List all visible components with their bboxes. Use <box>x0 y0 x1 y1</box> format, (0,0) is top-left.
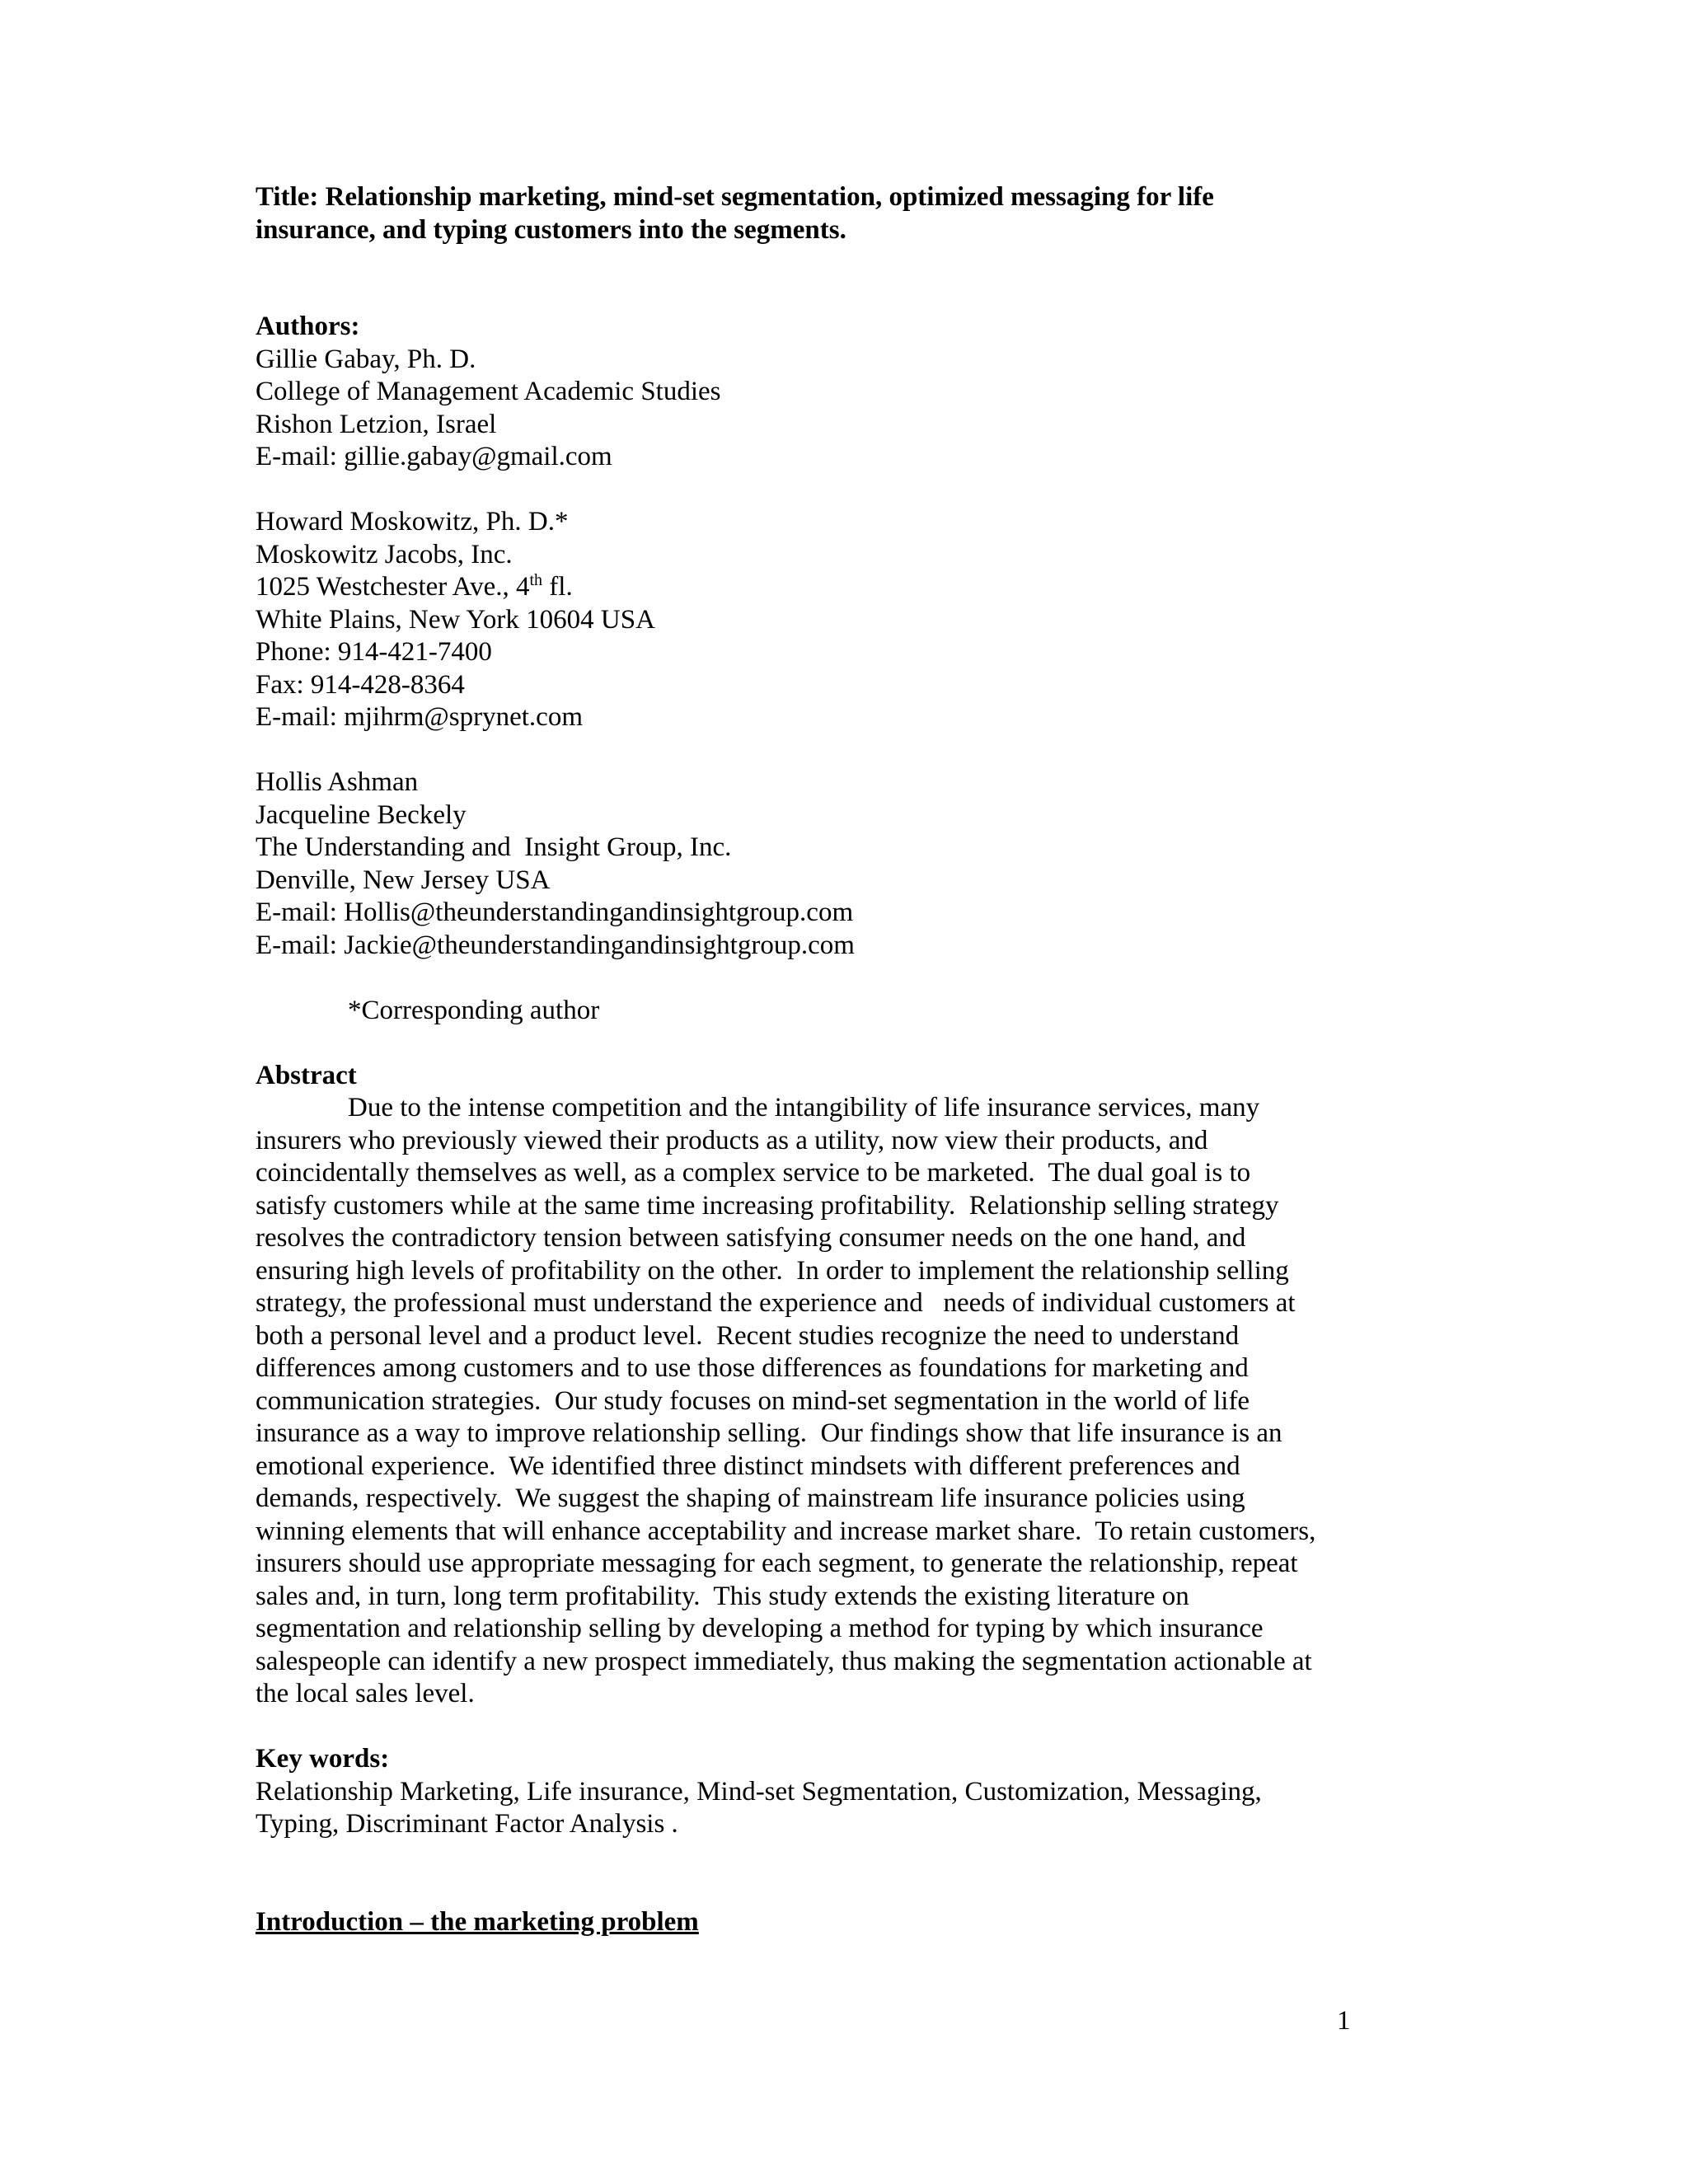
author-4-email: E-mail: Jackie@theunderstandingandinsightgroup.com <box>256 930 855 960</box>
abstract-body <box>256 1092 1442 1711</box>
abstract-line: satisfy customers while at the same time increasing profitability. Relationship selling strategy <box>256 1190 1279 1221</box>
author-2-company: Moskowitz Jacobs, Inc. <box>256 539 513 569</box>
abstract-line: emotional experience. We identified three distinct mindsets with different preferences and <box>256 1451 1240 1481</box>
author-2-name: Howard Moskowitz, Ph. D.* <box>256 507 569 537</box>
author-2-phone: Phone: 914-421-7400 <box>256 637 492 667</box>
keywords-section <box>256 1743 1442 1841</box>
abstract-line: insurance as a way to improve relationship selling. Our findings show that life insurance is an <box>256 1418 1282 1448</box>
abstract-line: salespeople can identify a new prospect immediately, thus making the segmentation actionable at <box>256 1646 1312 1676</box>
abstract-line: differences among customers and to use those differences as foundations for marketing and <box>256 1353 1249 1383</box>
keywords-line-1: Relationship Marketing, Life insurance, Mind-set Segmentation, Customization, Messaging, <box>256 1776 1262 1807</box>
author-3-affiliation: The Understanding and Insight Group, Inc. <box>256 832 732 862</box>
author-1-affiliation: College of Management Academic Studies <box>256 377 721 406</box>
author-2-city: White Plains, New York 10604 USA <box>256 604 655 635</box>
abstract-line: strategy, the professional must understand the experience and needs of individual customers at <box>256 1288 1296 1318</box>
paper-title <box>256 181 1442 246</box>
author-3-email: E-mail: Hollis@theunderstandingandinsightgroup.com <box>256 898 854 927</box>
abstract-line: demands, respectively. We suggest the shaping of mainstream life insurance policies using <box>256 1483 1245 1513</box>
abstract-heading: Abstract <box>256 1060 357 1090</box>
abstract-section <box>256 1060 1442 1711</box>
corresponding-author-note: *Corresponding author <box>348 995 600 1025</box>
author-3-block <box>256 766 1442 962</box>
title-line-2: insurance, and typing customers into the segments. <box>256 214 846 245</box>
author-1-email: E-mail: gillie.gabay@gmail.com <box>256 442 612 471</box>
authors-section <box>256 311 1442 1027</box>
author-3-name: Hollis Ashman <box>256 767 419 797</box>
introduction-heading: Introduction – the marketing problem <box>256 1906 699 1937</box>
author-1-block <box>256 344 1442 474</box>
author-2-address <box>256 571 1442 604</box>
author-2-address-superscript: th <box>529 571 543 589</box>
page-number: 1 <box>1337 2006 1351 2036</box>
abstract-line: the local sales level. <box>256 1679 475 1708</box>
author-2-email: E-mail: mjihrm@sprynet.com <box>256 702 583 732</box>
abstract-line: coincidentally themselves as well, as a complex service to be marketed. The dual goal is to <box>256 1158 1251 1188</box>
title-line-1: Title: Relationship marketing, mind-set segmentation, optimized messaging for life <box>256 182 1214 212</box>
abstract-line: ensuring high levels of profitability on the other. In order to implement the relationship selling <box>256 1255 1289 1286</box>
abstract-line: insurers should use appropriate messaging for each segment, to generate the relationship, repeat <box>256 1549 1298 1578</box>
author-2-block <box>256 506 1442 734</box>
abstract-line: sales and, in turn, long term profitability. This study extends the existing literature on <box>256 1581 1189 1611</box>
abstract-line: both a personal level and a product level. Recent studies recognize the need to understand <box>256 1320 1240 1351</box>
abstract-line: communication strategies. Our study focuses on mind-set segmentation in the world of life <box>256 1385 1250 1416</box>
author-2-fax: Fax: 914-428-8364 <box>256 669 465 700</box>
keywords-heading: Key words: <box>256 1744 390 1774</box>
abstract-line: Due to the intense competition and the intangibility of life insurance services, many <box>348 1093 1260 1122</box>
author-2-address-suffix: fl. <box>542 572 573 602</box>
author-2-address-text: 1025 Westchester Ave., 4 <box>256 572 530 602</box>
abstract-line: insurers who previously viewed their products as a utility, now view their products, and <box>256 1125 1208 1155</box>
paper-page <box>256 181 1442 1938</box>
abstract-line: winning elements that will enhance acceptability and increase market share. To retain customers, <box>256 1516 1316 1546</box>
abstract-line: resolves the contradictory tension between satisfying consumer needs on the one hand, and <box>256 1223 1246 1253</box>
abstract-line: segmentation and relationship selling by developing a method for typing by which insurance <box>256 1614 1264 1643</box>
author-4-name: Jacqueline Beckely <box>256 799 467 830</box>
author-1-location: Rishon Letzion, Israel <box>256 409 497 439</box>
author-3-location: Denville, New Jersey USA <box>256 865 551 895</box>
authors-heading: Authors: <box>256 312 360 341</box>
keywords-line-2: Typing, Discriminant Factor Analysis . <box>256 1809 678 1839</box>
author-1-name: Gillie Gabay, Ph. D. <box>256 344 476 374</box>
